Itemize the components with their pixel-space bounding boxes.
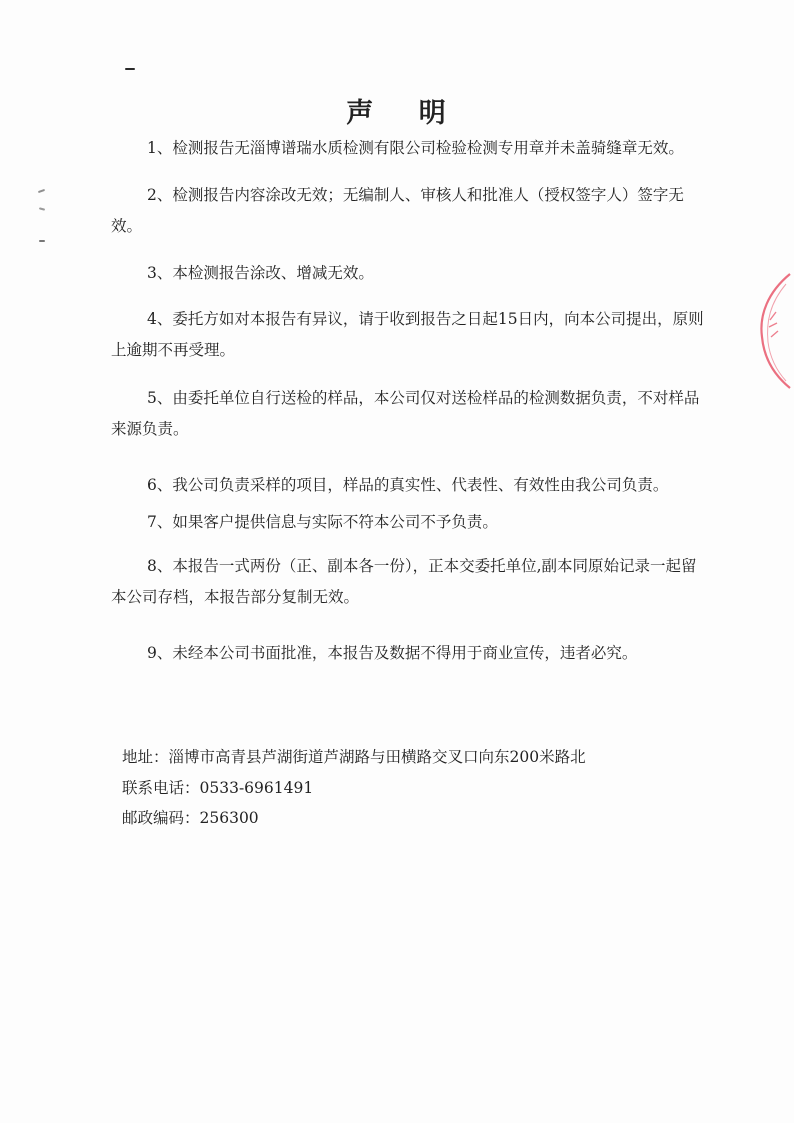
statement-4: 4、委托方如对本报告有异议，请于收到报告之日起15日内，向本公司提出，原则上逾期不再受理。 xyxy=(111,310,704,359)
scan-mark xyxy=(39,240,45,242)
address-line: 地址：淄博市高青县芦湖街道芦湖路与田横路交叉口向东200米路北 xyxy=(122,748,586,766)
page-title: 声 明 xyxy=(346,98,464,129)
statement-9: 9、未经本公司书面批准，本报告及数据不得用于商业宣传，违者必究。 xyxy=(147,644,638,662)
red-seal-edge xyxy=(746,270,794,390)
statement-1: 1、检测报告无淄博谱瑞水质检测有限公司检验检测专用章并未盖骑缝章无效。 xyxy=(147,139,684,157)
scan-mark xyxy=(38,189,45,193)
statement-3: 3、本检测报告涂改、增减无效。 xyxy=(147,264,374,282)
scan-mark xyxy=(39,207,45,210)
scan-mark xyxy=(125,68,135,70)
statement-8: 8、本报告一式两份（正、副本各一份），正本交委托单位,副本同原始记录一起留本公司存档，本报告部分复制无效。 xyxy=(111,557,697,606)
phone-line: 联系电话：0533-6961491 xyxy=(122,779,314,797)
statement-2: 2、检测报告内容涂改无效；无编制人、审核人和批准人（授权签字人）签字无效。 xyxy=(111,186,684,235)
statement-7: 7、如果客户提供信息与实际不符本公司不予负责。 xyxy=(147,513,498,531)
statement-5: 5、由委托单位自行送检的样品，本公司仅对送检样品的检测数据负责，不对样品来源负责。 xyxy=(111,389,700,438)
postal-code-line: 邮政编码：256300 xyxy=(122,809,259,827)
statement-6: 6、我公司负责采样的项目，样品的真实性、代表性、有效性由我公司负责。 xyxy=(147,476,669,494)
